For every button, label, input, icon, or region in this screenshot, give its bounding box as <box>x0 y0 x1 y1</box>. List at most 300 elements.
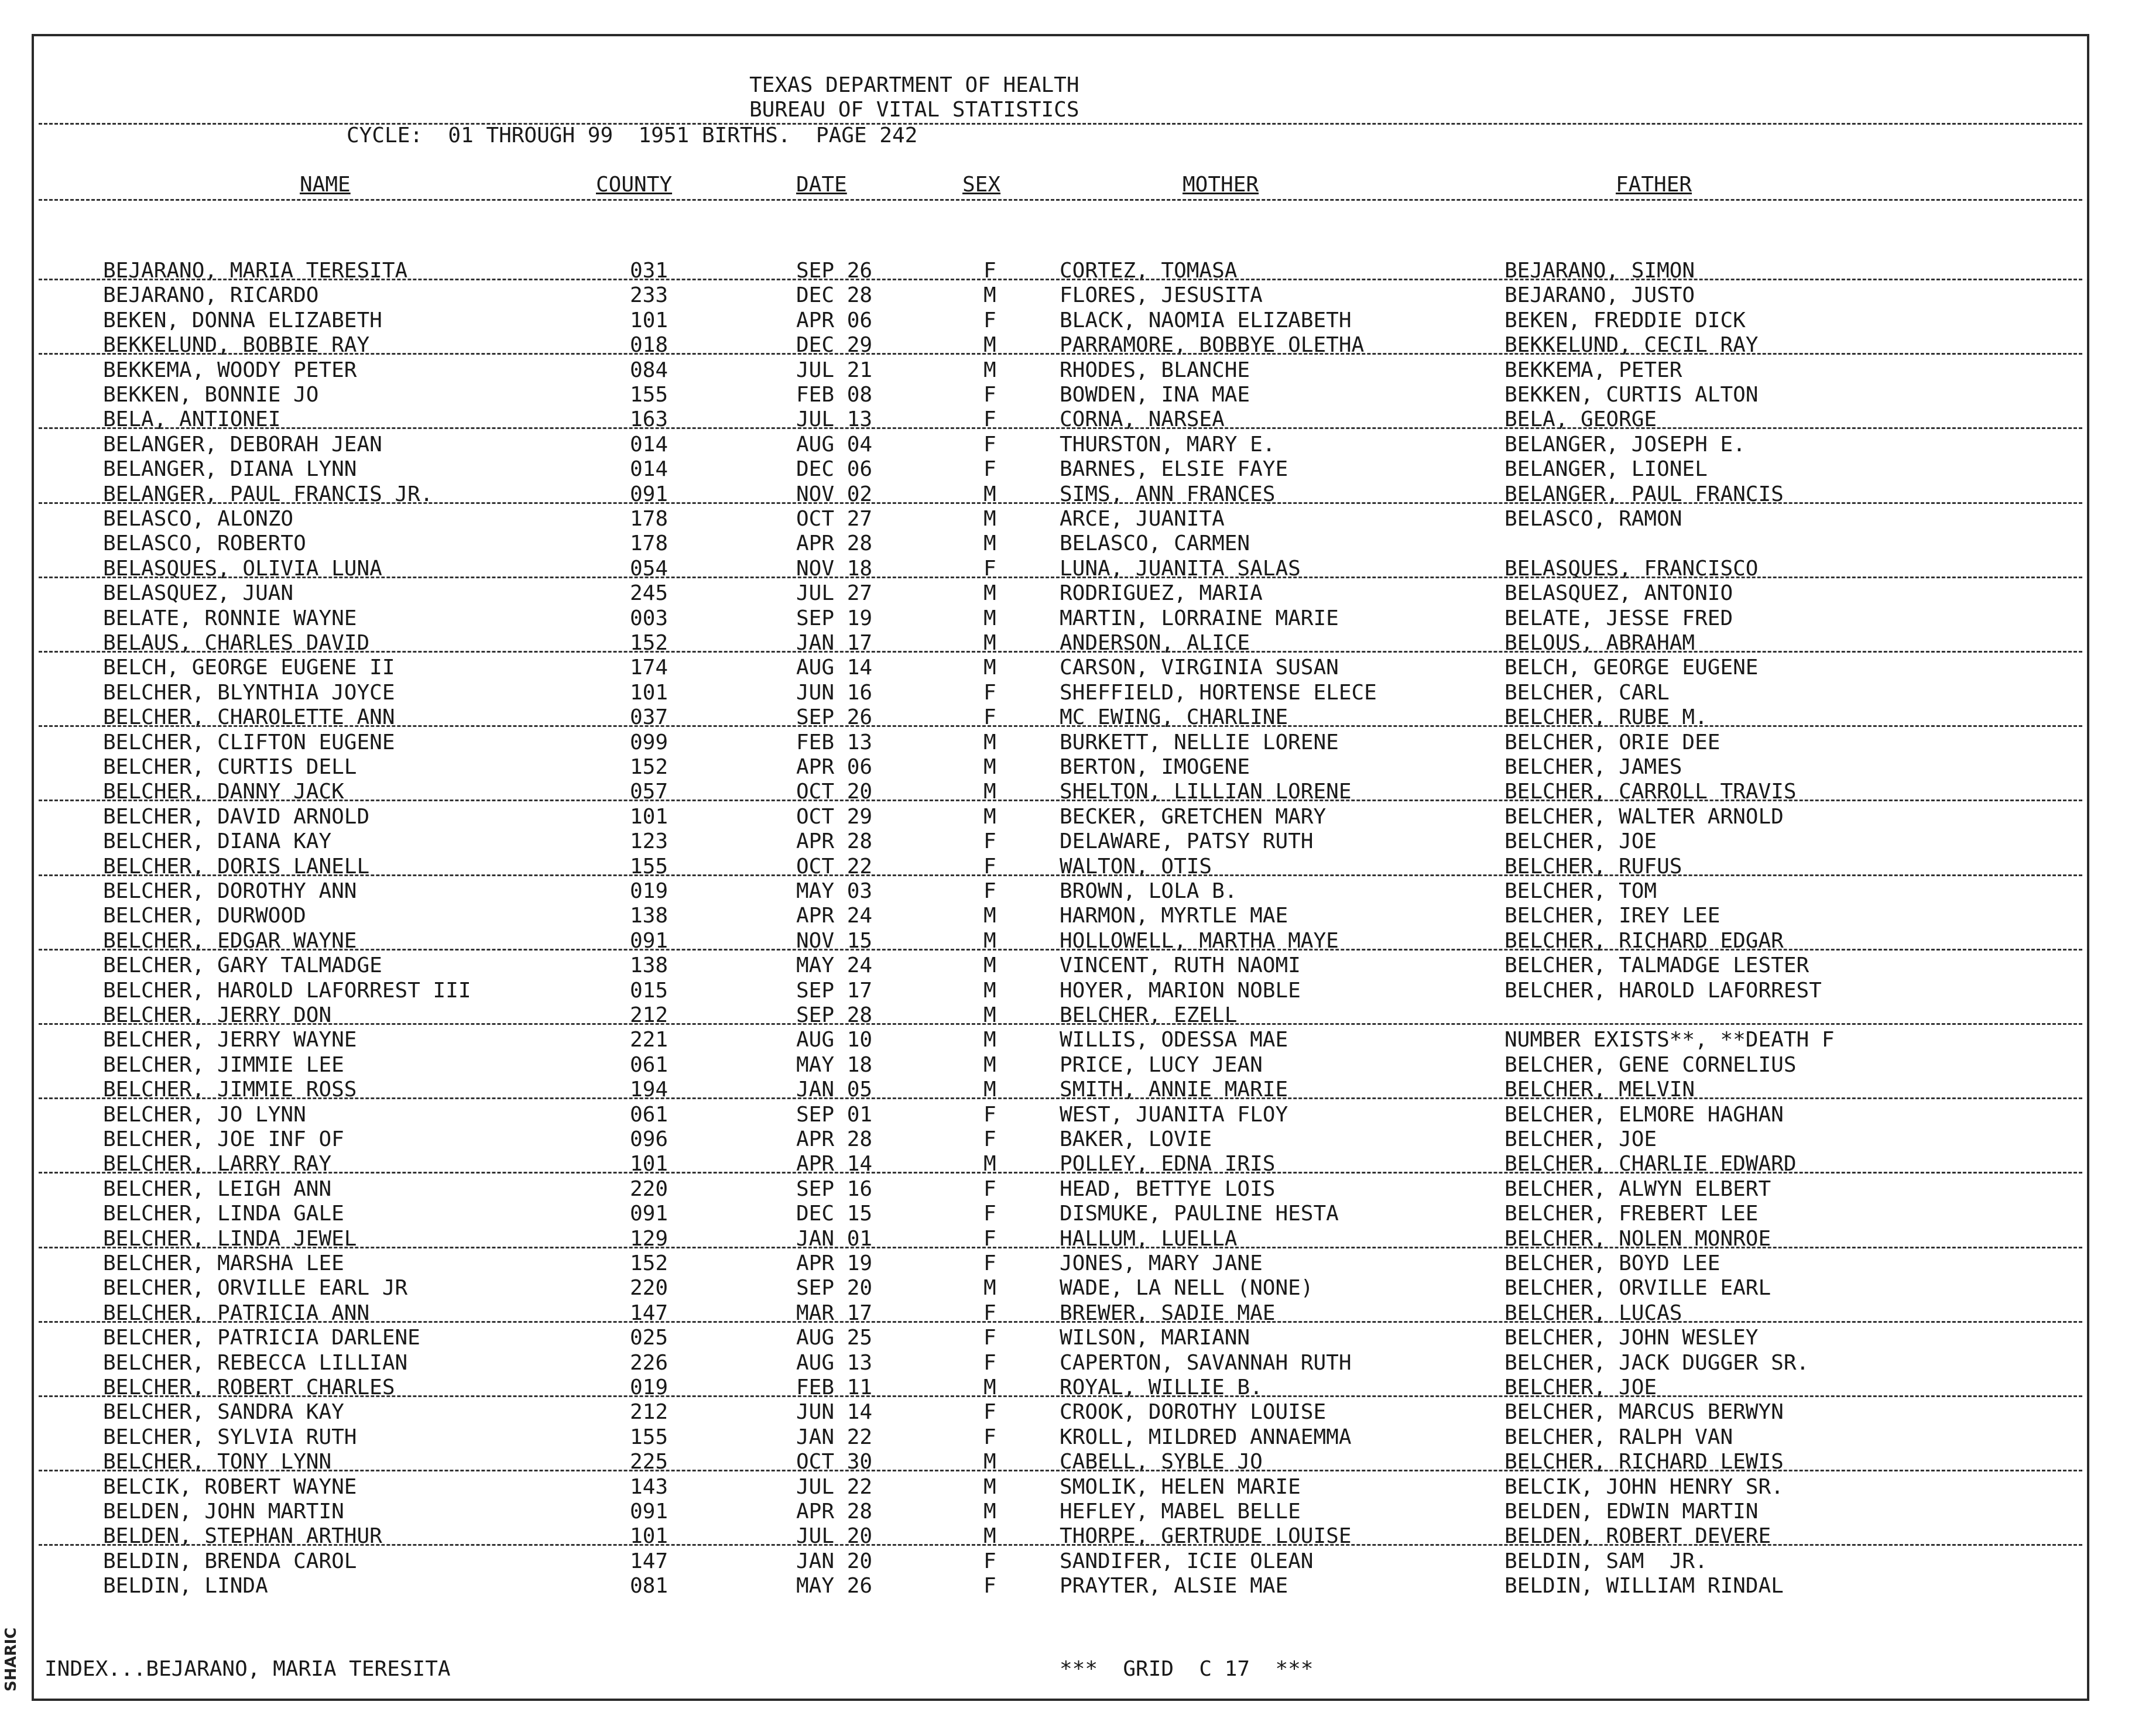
cell-mother: DELAWARE, PATSY RUTH <box>1060 829 1314 854</box>
cell-sex: F <box>983 259 996 283</box>
cell-father: BELDEN, ROBERT DEVERE <box>1504 1524 1771 1549</box>
cell-mother: SHELTON, LILLIAN LORENE <box>1060 780 1352 804</box>
cell-father: BELASCO, RAMON <box>1504 507 1682 531</box>
cell-mother: BELASCO, CARMEN <box>1060 531 1250 556</box>
cell-mother: WADE, LA NELL (NONE) <box>1060 1276 1314 1301</box>
cell-name: BELCHER, DORIS LANELL <box>103 854 370 879</box>
cell-name: BELCHER, DAVID ARNOLD <box>103 804 370 829</box>
table-row <box>34 829 2087 854</box>
cell-mother: CARSON, VIRGINIA SUSAN <box>1060 656 1339 680</box>
cell-county: 220 <box>630 1276 669 1301</box>
cell-date: SEP 19 <box>796 606 873 630</box>
table-row <box>34 656 2087 680</box>
table-row <box>34 358 2087 383</box>
cell-father: BELCHER, RICHARD EDGAR <box>1504 928 1784 953</box>
cell-name: BEJARANO, RICARDO <box>103 283 319 308</box>
cell-county: 091 <box>630 928 669 953</box>
cell-sex: F <box>983 1549 996 1573</box>
cell-sex: M <box>983 656 996 680</box>
cell-mother: HALLUM, LUELLA <box>1060 1226 1238 1251</box>
cell-county: 061 <box>630 1102 669 1127</box>
cycle-line: CYCLE: 01 THROUGH 99 1951 BIRTHS. PAGE 242 <box>347 123 918 147</box>
table-row <box>34 953 2087 978</box>
cell-date: FEB 13 <box>796 730 873 754</box>
cell-father: BELCHER, TALMADGE LESTER <box>1504 953 1809 978</box>
cell-mother: SANDIFER, ICIE OLEAN <box>1060 1549 1314 1573</box>
cell-father: NUMBER EXISTS**, **DEATH F <box>1504 1028 1835 1052</box>
cell-date: MAY 03 <box>796 879 873 903</box>
cell-date: DEC 15 <box>796 1202 873 1226</box>
row-group-divider <box>39 1097 2082 1099</box>
cell-sex: F <box>983 1574 996 1598</box>
cell-mother: SMOLIK, HELEN MARIE <box>1060 1474 1301 1499</box>
table-row <box>34 1251 2087 1276</box>
cell-date: SEP 28 <box>796 1003 873 1027</box>
cell-mother: BELCHER, EZELL <box>1060 1003 1238 1027</box>
cell-date: APR 28 <box>796 1127 873 1151</box>
cell-county: 101 <box>630 1524 669 1549</box>
cell-date: OCT 20 <box>796 780 873 804</box>
cell-county: 031 <box>630 259 669 283</box>
cell-county: 226 <box>630 1350 669 1375</box>
row-group-divider <box>39 1023 2082 1025</box>
cell-county: 081 <box>630 1574 669 1598</box>
row-group-divider <box>39 800 2082 801</box>
cell-mother: THORPE, GERTRUDE LOUISE <box>1060 1524 1352 1549</box>
cell-county: 174 <box>630 656 669 680</box>
cell-sex: M <box>983 1078 996 1102</box>
cell-sex: M <box>983 1152 996 1176</box>
cell-sex: M <box>983 482 996 506</box>
table-row <box>34 1276 2087 1301</box>
table-row <box>34 1475 2087 1500</box>
cell-date: SEP 26 <box>796 259 873 283</box>
cell-name: BELCHER, LINDA GALE <box>103 1202 344 1226</box>
cell-sex: M <box>983 358 996 382</box>
cell-sex: F <box>983 1176 996 1201</box>
cell-county: 152 <box>630 631 669 655</box>
cell-date: JAN 01 <box>796 1226 873 1251</box>
cell-mother: KROLL, MILDRED ANNAEMMA <box>1060 1425 1352 1449</box>
cell-mother: WILSON, MARIANN <box>1060 1326 1250 1350</box>
table-row <box>34 1400 2087 1425</box>
cell-father: BELCHER, FREBERT LEE <box>1504 1202 1759 1226</box>
cell-date: SEP 17 <box>796 978 873 1003</box>
cell-name: BELCHER, JOE INF OF <box>103 1127 344 1151</box>
cell-date: APR 19 <box>796 1251 873 1275</box>
cell-county: 091 <box>630 1500 669 1524</box>
cell-father: BELANGER, PAUL FRANCIS <box>1504 482 1784 506</box>
cell-name: BELDEN, JOHN MARTIN <box>103 1500 344 1524</box>
cell-sex: M <box>983 1524 996 1549</box>
cell-name: BELCHER, BLYNTHIA JOYCE <box>103 680 395 705</box>
table-row <box>34 879 2087 904</box>
cell-date: FEB 11 <box>796 1375 873 1399</box>
cell-name: BELCHER, DURWOOD <box>103 904 306 928</box>
cell-sex: F <box>983 1350 996 1375</box>
cell-name: BELCHER, DOROTHY ANN <box>103 879 357 903</box>
table-row <box>34 1053 2087 1078</box>
cell-father: BELCHER, MELVIN <box>1504 1078 1695 1102</box>
cell-father: BELDIN, SAM JR. <box>1504 1549 1708 1573</box>
row-group-divider <box>39 874 2082 876</box>
table-row <box>34 1549 2087 1574</box>
column-header-county: COUNTY <box>596 173 673 197</box>
cell-sex: F <box>983 1400 996 1425</box>
row-group-divider <box>39 651 2082 653</box>
cell-mother: BARNES, ELSIE FAYE <box>1060 457 1288 482</box>
cell-sex: M <box>983 953 996 978</box>
cell-father: BELCHER, ORVILLE EARL <box>1504 1276 1771 1301</box>
cell-date: NOV 18 <box>796 556 873 581</box>
cell-mother: LUNA, JUANITA SALAS <box>1060 556 1301 581</box>
cell-date: DEC 28 <box>796 283 873 308</box>
row-group-divider <box>39 1470 2082 1471</box>
cell-father: BELCHER, NOLEN MONROE <box>1504 1226 1771 1251</box>
cell-name: BELCHER, SYLVIA RUTH <box>103 1425 357 1449</box>
cell-county: 091 <box>630 482 669 506</box>
cell-name: BELCHER, MARSHA LEE <box>103 1251 344 1275</box>
cell-date: APR 24 <box>796 904 873 928</box>
table-row <box>34 1028 2087 1052</box>
cell-mother: HOYER, MARION NOBLE <box>1060 978 1301 1003</box>
cell-name: BELCIK, ROBERT WAYNE <box>103 1474 357 1499</box>
cell-mother: RODRIGUEZ, MARIA <box>1060 581 1263 606</box>
cell-mother: SIMS, ANN FRANCES <box>1060 482 1276 506</box>
cell-sex: F <box>983 680 996 705</box>
cell-sex: F <box>983 1251 996 1275</box>
cell-mother: FLORES, JESUSITA <box>1060 283 1263 308</box>
cell-mother: DISMUKE, PAULINE HESTA <box>1060 1202 1339 1226</box>
column-header-sex: SEX <box>962 173 1001 197</box>
cell-mother: THURSTON, MARY E. <box>1060 432 1276 457</box>
cell-county: 014 <box>630 432 669 457</box>
cell-county: 101 <box>630 804 669 829</box>
cell-mother: HARMON, MYRTLE MAE <box>1060 904 1288 928</box>
cell-name: BELATE, RONNIE WAYNE <box>103 606 357 630</box>
cell-father: BELCHER, JAMES <box>1504 755 1682 779</box>
cell-county: 025 <box>630 1326 669 1350</box>
cell-sex: F <box>983 1102 996 1127</box>
cell-county: 099 <box>630 730 669 754</box>
cell-name: BELCHER, JIMMIE LEE <box>103 1052 344 1077</box>
cell-mother: ROYAL, WILLIE B. <box>1060 1375 1263 1399</box>
table-row <box>34 1351 2087 1375</box>
cell-father: BELATE, JESSE FRED <box>1504 606 1733 630</box>
cell-sex: F <box>983 1127 996 1151</box>
row-group-divider <box>39 427 2082 429</box>
cell-sex: M <box>983 780 996 804</box>
cell-mother: JONES, MARY JANE <box>1060 1251 1263 1275</box>
cell-father: BELCHER, WALTER ARNOLD <box>1504 804 1784 829</box>
cell-father: BELCHER, JACK DUGGER SR. <box>1504 1350 1809 1375</box>
cell-date: JAN 05 <box>796 1078 873 1102</box>
cell-county: 138 <box>630 953 669 978</box>
cell-name: BELCHER, CHAROLETTE ANN <box>103 705 395 730</box>
cell-sex: M <box>983 1375 996 1399</box>
cell-name: BELASCO, ALONZO <box>103 507 294 531</box>
cell-father: BELA, GEORGE <box>1504 407 1657 432</box>
cell-date: APR 06 <box>796 755 873 779</box>
cell-sex: M <box>983 581 996 606</box>
cell-date: APR 28 <box>796 1500 873 1524</box>
printout-sheet <box>32 34 2089 1701</box>
cell-sex: F <box>983 705 996 730</box>
cell-name: BELDEN, STEPHAN ARTHUR <box>103 1524 382 1549</box>
cell-father: BELANGER, LIONEL <box>1504 457 1708 482</box>
cell-date: JUL 27 <box>796 581 873 606</box>
table-row <box>34 433 2087 457</box>
cell-mother: HEFLEY, MABEL BELLE <box>1060 1500 1301 1524</box>
row-group-divider <box>39 1395 2082 1397</box>
cell-mother: WEST, JUANITA FLOY <box>1060 1102 1288 1127</box>
table-row <box>34 531 2087 556</box>
column-header-mother: MOTHER <box>1183 173 1259 197</box>
cell-county: 096 <box>630 1127 669 1151</box>
cell-name: BELCHER, CURTIS DELL <box>103 755 357 779</box>
cell-sex: F <box>983 308 996 332</box>
table-row <box>34 606 2087 631</box>
table-row <box>34 730 2087 755</box>
cell-sex: M <box>983 333 996 358</box>
cell-mother: BREWER, SADIE MAE <box>1060 1301 1276 1325</box>
cell-father: BEKEN, FREDDIE DICK <box>1504 308 1746 332</box>
cell-sex: M <box>983 606 996 630</box>
cell-sex: F <box>983 432 996 457</box>
cell-county: 014 <box>630 457 669 482</box>
header-divider <box>39 123 2082 125</box>
cell-mother: MARTIN, LORRAINE MARIE <box>1060 606 1339 630</box>
cell-county: 155 <box>630 1425 669 1449</box>
cell-father: BELCHER, JOE <box>1504 1375 1657 1399</box>
cell-county: 221 <box>630 1028 669 1052</box>
cell-father: BELANGER, JOSEPH E. <box>1504 432 1746 457</box>
cell-sex: F <box>983 879 996 903</box>
cell-mother: WILLIS, ODESSA MAE <box>1060 1028 1288 1052</box>
cell-mother: BURKETT, NELLIE LORENE <box>1060 730 1339 754</box>
row-group-divider <box>39 1247 2082 1248</box>
column-header-name: NAME <box>300 173 351 197</box>
cell-county: 057 <box>630 780 669 804</box>
row-group-divider <box>39 353 2082 355</box>
cell-county: 091 <box>630 1202 669 1226</box>
header-title: TEXAS DEPARTMENT OF HEALTH <box>749 73 1079 97</box>
cell-county: 123 <box>630 829 669 854</box>
table-row <box>34 457 2087 482</box>
cell-date: JUL 22 <box>796 1474 873 1499</box>
cell-date: SEP 26 <box>796 705 873 730</box>
cell-father: BELASQUES, FRANCISCO <box>1504 556 1759 581</box>
cell-sex: M <box>983 1276 996 1301</box>
cell-date: AUG 04 <box>796 432 873 457</box>
cell-sex: F <box>983 854 996 879</box>
cell-name: BELCHER, LEIGH ANN <box>103 1176 332 1201</box>
cell-name: BELDIN, LINDA <box>103 1574 268 1598</box>
table-row <box>34 1202 2087 1226</box>
cell-county: 019 <box>630 1375 669 1399</box>
cell-mother: PRICE, LUCY JEAN <box>1060 1052 1263 1077</box>
row-group-divider <box>39 1172 2082 1174</box>
cell-sex: M <box>983 755 996 779</box>
cell-sex: M <box>983 283 996 308</box>
column-header-date: DATE <box>796 173 847 197</box>
cell-county: 152 <box>630 1251 669 1275</box>
cell-name: BEKKELUND, BOBBIE RAY <box>103 333 370 358</box>
cell-mother: BAKER, LOVIE <box>1060 1127 1212 1151</box>
cell-county: 037 <box>630 705 669 730</box>
cell-name: BELCHER, PATRICIA ANN <box>103 1301 370 1325</box>
column-header-father: FATHER <box>1616 173 1692 197</box>
cell-name: BELA, ANTIONEI <box>103 407 281 432</box>
cell-name: BELCHER, JO LYNN <box>103 1102 306 1127</box>
cell-mother: CORNA, NARSEA <box>1060 407 1225 432</box>
cell-date: APR 06 <box>796 308 873 332</box>
cell-name: BELCHER, ROBERT CHARLES <box>103 1375 395 1399</box>
side-mark <box>0 1627 26 1697</box>
cell-date: APR 28 <box>796 829 873 854</box>
cell-father: BEKKELUND, CECIL RAY <box>1504 333 1759 358</box>
cell-county: 147 <box>630 1549 669 1573</box>
cell-date: APR 14 <box>796 1152 873 1176</box>
cell-father: BELCIK, JOHN HENRY SR. <box>1504 1474 1784 1499</box>
cell-mother: VINCENT, RUTH NAOMI <box>1060 953 1301 978</box>
cell-sex: M <box>983 1052 996 1077</box>
cell-date: FEB 08 <box>796 383 873 407</box>
cell-sex: F <box>983 457 996 482</box>
table-row <box>34 581 2087 606</box>
cell-date: JUL 13 <box>796 407 873 432</box>
cell-date: AUG 25 <box>796 1326 873 1350</box>
cell-mother: HOLLOWELL, MARTHA MAYE <box>1060 928 1339 953</box>
cell-sex: M <box>983 804 996 829</box>
cell-father: BELCHER, MARCUS BERWYN <box>1504 1400 1784 1425</box>
cell-mother: WALTON, OTIS <box>1060 854 1212 879</box>
cell-father: BELCHER, HAROLD LAFORREST <box>1504 978 1822 1003</box>
cell-sex: F <box>983 1202 996 1226</box>
row-group-divider <box>39 279 2082 280</box>
cell-father: BELCH, GEORGE EUGENE <box>1504 656 1759 680</box>
cell-sex: M <box>983 507 996 531</box>
cell-county: 018 <box>630 333 669 358</box>
cell-sex: F <box>983 407 996 432</box>
table-row <box>34 1326 2087 1350</box>
cell-sex: F <box>983 1301 996 1325</box>
table-row <box>34 1425 2087 1450</box>
cell-county: 178 <box>630 507 669 531</box>
cell-mother: PRAYTER, ALSIE MAE <box>1060 1574 1288 1598</box>
table-row <box>34 1500 2087 1524</box>
index-footer: INDEX...BEJARANO, MARIA TERESITA <box>44 1657 451 1681</box>
cell-date: JAN 17 <box>796 631 873 655</box>
cell-name: BELASCO, ROBERTO <box>103 531 306 556</box>
cell-name: BELAUS, CHARLES DAVID <box>103 631 370 655</box>
cell-date: JUN 16 <box>796 680 873 705</box>
cell-father: BELCHER, RICHARD LEWIS <box>1504 1450 1784 1474</box>
table-row <box>34 383 2087 407</box>
row-group-divider <box>39 577 2082 578</box>
cell-sex: M <box>983 1003 996 1027</box>
cell-name: BELANGER, PAUL FRANCIS JR. <box>103 482 433 506</box>
cell-mother: RHODES, BLANCHE <box>1060 358 1250 382</box>
cell-name: BELCHER, DIANA KAY <box>103 829 332 854</box>
cell-county: 101 <box>630 680 669 705</box>
cell-sex: M <box>983 978 996 1003</box>
cell-date: OCT 29 <box>796 804 873 829</box>
cell-sex: M <box>983 1028 996 1052</box>
cell-father: BELDIN, WILLIAM RINDAL <box>1504 1574 1784 1598</box>
row-group-divider <box>39 725 2082 727</box>
table-row <box>34 1127 2087 1152</box>
cell-mother: ARCE, JUANITA <box>1060 507 1225 531</box>
cell-date: JUL 21 <box>796 358 873 382</box>
cell-name: BEJARANO, MARIA TERESITA <box>103 259 408 283</box>
cell-sex: F <box>983 1326 996 1350</box>
cell-father: BELOUS, ABRAHAM <box>1504 631 1695 655</box>
column-header-divider <box>39 199 2082 201</box>
table-row <box>34 805 2087 829</box>
cell-date: MAY 18 <box>796 1052 873 1077</box>
cell-father: BELCHER, RALPH VAN <box>1504 1425 1733 1449</box>
cell-date: OCT 27 <box>796 507 873 531</box>
cell-county: 147 <box>630 1301 669 1325</box>
cell-sex: M <box>983 1500 996 1524</box>
cell-name: BELCHER, LARRY RAY <box>103 1152 332 1176</box>
cell-father: BELCHER, ORIE DEE <box>1504 730 1721 754</box>
cell-father: BELASQUEZ, ANTONIO <box>1504 581 1733 606</box>
cell-father: BELCHER, IREY LEE <box>1504 904 1721 928</box>
cell-mother: ANDERSON, ALICE <box>1060 631 1250 655</box>
cell-county: 245 <box>630 581 669 606</box>
side-mark-text: SHARIC <box>2 1627 20 1692</box>
cell-date: SEP 16 <box>796 1176 873 1201</box>
cell-county: 003 <box>630 606 669 630</box>
cell-date: AUG 10 <box>796 1028 873 1052</box>
cell-father: BEKKEMA, PETER <box>1504 358 1682 382</box>
cell-county: 084 <box>630 358 669 382</box>
cell-mother: BROWN, LOLA B. <box>1060 879 1238 903</box>
cell-sex: M <box>983 730 996 754</box>
cell-date: NOV 15 <box>796 928 873 953</box>
cell-date: OCT 30 <box>796 1450 873 1474</box>
cell-sex: F <box>983 1425 996 1449</box>
cell-date: APR 28 <box>796 531 873 556</box>
table-row <box>34 1574 2087 1598</box>
cell-name: BEKKEMA, WOODY PETER <box>103 358 357 382</box>
cell-county: 233 <box>630 283 669 308</box>
cell-father: BELCHER, TOM <box>1504 879 1657 903</box>
table-row <box>34 308 2087 333</box>
cell-sex: F <box>983 1226 996 1251</box>
cell-date: AUG 13 <box>796 1350 873 1375</box>
cell-name: BELCH, GEORGE EUGENE II <box>103 656 395 680</box>
cell-sex: F <box>983 383 996 407</box>
table-row <box>34 507 2087 531</box>
cell-sex: M <box>983 631 996 655</box>
cell-sex: F <box>983 556 996 581</box>
cell-name: BELCHER, CLIFTON EUGENE <box>103 730 395 754</box>
cell-name: BEKKEN, BONNIE JO <box>103 383 319 407</box>
cell-date: MAR 17 <box>796 1301 873 1325</box>
cell-name: BELDIN, BRENDA CAROL <box>103 1549 357 1573</box>
cell-name: BELCHER, PATRICIA DARLENE <box>103 1326 420 1350</box>
cell-county: 178 <box>630 531 669 556</box>
cell-father: BELCHER, GENE CORNELIUS <box>1504 1052 1797 1077</box>
cell-name: BELASQUES, OLIVIA LUNA <box>103 556 382 581</box>
cell-father: BELCHER, JOE <box>1504 829 1657 854</box>
table-row <box>34 904 2087 928</box>
cell-county: 143 <box>630 1474 669 1499</box>
header-subtitle: BUREAU OF VITAL STATISTICS <box>749 98 1079 122</box>
